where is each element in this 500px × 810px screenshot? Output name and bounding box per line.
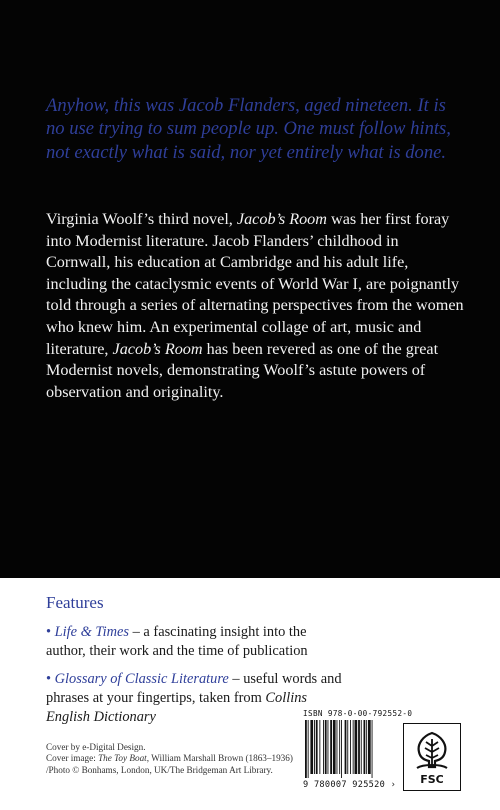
barcode-arrow: › <box>390 780 397 790</box>
credit-image-prefix: Cover image: <box>46 753 99 764</box>
fsc-logo <box>403 723 461 791</box>
fsc-label: FSC <box>420 773 444 786</box>
barcode-digits <box>303 780 413 790</box>
feature-item-life-and-times <box>46 623 346 661</box>
feature-name: Life & Times <box>54 624 130 640</box>
bullet-icon: • <box>46 624 52 640</box>
feature-name: Glossary of Classic Literature <box>54 671 229 687</box>
credit-image-artist: , William Marshall Brown (1863–1936) <box>146 753 293 764</box>
blurb-title-2: Jacob’s Room <box>112 339 203 358</box>
feature-text: – useful words and phrases at your fingertips, taken from <box>46 671 342 706</box>
features-heading: Features <box>46 593 104 612</box>
bullet-icon: • <box>46 671 52 687</box>
blurb-title-1: Jacob’s Room <box>236 210 327 228</box>
barcode-icon <box>303 720 403 778</box>
credit-photo: /Photo © Bonhams, London, UK/The Bridgeman Art Library. <box>46 764 273 775</box>
epigraph-quote: Anyhow, this was Jacob Flanders, aged nineteen. It is no use trying to sum people up. One must follow hints, not exactly what is said, nor yet entirely what is done. <box>46 95 451 163</box>
feature-text: – a fascinating insight into the author, their work and the time of publication <box>46 624 308 659</box>
blurb-text-2: was her first foray into Modernist literature. Jacob Flanders’ childhood in Cornwall, his education at Cambridge and his adult life, including the cataclysmic events of World War I, are poignantly told through a series of alternating perspectives from the women who knew him. An experimental collage of art, music and literature, <box>46 210 464 358</box>
isbn-text: ISBN 978-0-00-792552-0 <box>303 709 413 718</box>
blurb-text-1: Virginia Woolf’s third novel, <box>46 210 237 228</box>
book-description <box>46 209 464 403</box>
feature-source: Collins English Dictionary <box>46 690 307 725</box>
credit-design: Cover by e-Digital Design. <box>46 742 146 752</box>
cover-credits <box>46 742 306 776</box>
fsc-tree-icon <box>413 730 451 770</box>
feature-item-glossary <box>46 670 346 727</box>
barcode-number: 9 780007 925520 <box>303 780 386 790</box>
credit-image-title: The Toy Boat <box>98 753 147 764</box>
blurb-text-3: has been revered as one of the great Modernist novels, demonstrating Woolf’s astute powers of observation and originality. <box>46 339 439 401</box>
